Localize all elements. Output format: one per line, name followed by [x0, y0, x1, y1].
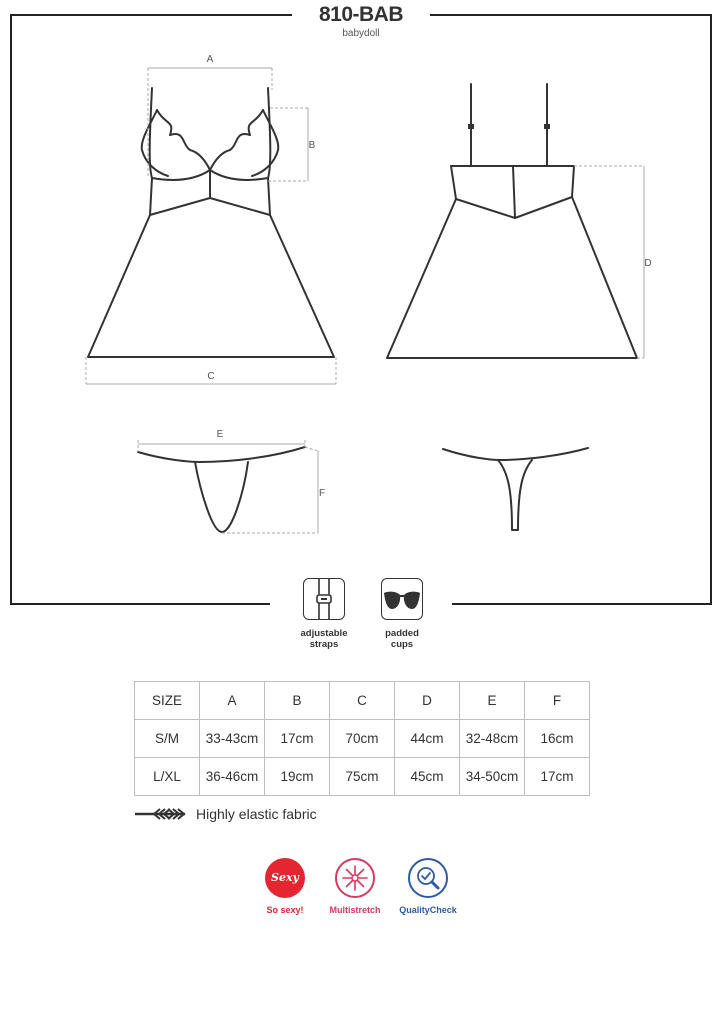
table-cell: 70cm [330, 720, 395, 758]
table-row [135, 758, 590, 796]
measure-label-a: A [206, 54, 214, 65]
badge-multistretch [315, 858, 395, 915]
feature-label-line1: adjustable [300, 628, 348, 639]
table-header-cell: SIZE [135, 682, 200, 720]
babydoll-front-drawing [88, 88, 334, 357]
measure-label-e: E [216, 429, 224, 440]
feature-padded-cups [362, 578, 442, 650]
frame-bottom-right [452, 603, 712, 605]
measure-label-c: C [207, 371, 215, 382]
table-header-cell: A [200, 682, 265, 720]
so-sexy-icon [265, 858, 305, 898]
table-header-row [135, 682, 590, 720]
multistretch-icon [335, 858, 375, 898]
table-cell: 16cm [525, 720, 590, 758]
table-header-cell: C [330, 682, 395, 720]
feature-label-line1: padded [385, 628, 419, 639]
strap-slider-right-icon [544, 124, 550, 129]
measure-label-f: F [318, 488, 326, 499]
table-cell: L/XL [135, 758, 200, 796]
table-cell: 17cm [525, 758, 590, 796]
fabric-note [134, 806, 317, 822]
feature-adjustable-straps [284, 578, 364, 650]
panty-front-drawing [138, 447, 305, 532]
badge-quality-check [388, 858, 468, 915]
model-title: 810-BAB [318, 3, 404, 26]
table-cell: 17cm [265, 720, 330, 758]
table-cell: 45cm [395, 758, 460, 796]
model-type: babydoll [342, 28, 380, 39]
table-header-cell: F [525, 682, 590, 720]
feature-label-line2: straps [309, 639, 339, 650]
measure-label-d: D [644, 258, 652, 269]
table-header-cell: D [395, 682, 460, 720]
stretch-arrows-icon [134, 808, 186, 820]
badge-label: Multistretch [329, 905, 381, 915]
feature-label-line2: cups [390, 639, 414, 650]
padded-cups-icon [381, 578, 423, 620]
table-cell: 34-50cm [460, 758, 525, 796]
measure-label-b: B [308, 140, 316, 151]
strap-slider-left-icon [468, 124, 474, 129]
so-sexy-mark: Sexy [271, 871, 299, 884]
size-table [134, 681, 590, 796]
badge-so-sexy [245, 858, 325, 915]
table-cell: S/M [135, 720, 200, 758]
fabric-note-text: Highly elastic fabric [196, 806, 317, 822]
badge-label: QualityCheck [399, 905, 457, 915]
thong-back-drawing [443, 448, 588, 530]
table-cell: 36-46cm [200, 758, 265, 796]
table-header-cell: E [460, 682, 525, 720]
table-row [135, 720, 590, 758]
frame-bottom-left [10, 603, 270, 605]
adjustable-straps-icon [303, 578, 345, 620]
table-cell: 32-48cm [460, 720, 525, 758]
badge-label: So sexy! [266, 905, 304, 915]
table-cell: 75cm [330, 758, 395, 796]
table-header-cell: B [265, 682, 330, 720]
quality-check-icon [408, 858, 448, 898]
table-cell: 33-43cm [200, 720, 265, 758]
table-cell: 19cm [265, 758, 330, 796]
table-cell: 44cm [395, 720, 460, 758]
babydoll-back-drawing [387, 84, 637, 358]
